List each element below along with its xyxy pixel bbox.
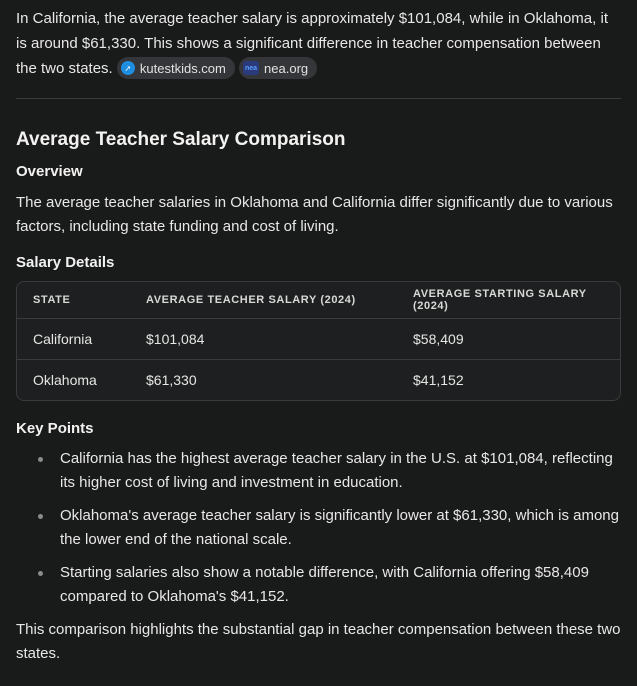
- source-chip-label: kutestkids.com: [139, 60, 226, 76]
- salary-table: [16, 281, 621, 401]
- table-cell: $41,152: [397, 360, 620, 401]
- list-item: California has the highest average teacher salary in the U.S. at $101,084, reflecting its higher cost of living and investment in education.: [60, 447, 621, 495]
- table-cell: $58,409: [397, 319, 620, 360]
- source-chip-kutestkids[interactable]: [117, 57, 235, 79]
- salary-details-heading: Salary Details: [16, 254, 115, 271]
- column-header-starting-salary: AVERAGE STARTING SALARY (2024): [413, 288, 587, 312]
- list-item: Oklahoma's average teacher salary is significantly lower at $61,330, which is among the lower end of the national scale.: [60, 504, 621, 552]
- column-header-average-salary: AVERAGE TEACHER SALARY (2024): [146, 294, 356, 306]
- kutestkids-favicon-icon: ➚: [121, 61, 135, 75]
- table-header-row: [17, 282, 620, 319]
- source-chip-nea[interactable]: [239, 57, 317, 79]
- key-points-heading: Key Points: [16, 420, 94, 437]
- table-cell: $101,084: [130, 319, 397, 360]
- overview-heading: Overview: [16, 163, 83, 180]
- intro-text: In California, the average teacher salary is approximately $101,084, while in Oklahoma, it is around $61,330. This shows a significant difference in teacher compensation between the two states.: [16, 10, 608, 77]
- column-header-state: STATE: [33, 294, 71, 306]
- table-cell: Oklahoma: [17, 360, 130, 401]
- source-chip-label: nea.org: [264, 60, 309, 76]
- divider: [16, 98, 621, 99]
- table-cell: California: [17, 319, 130, 360]
- nea-favicon-icon: nea: [243, 61, 259, 75]
- table-cell: $61,330: [130, 360, 397, 401]
- conclusion-text: This comparison highlights the substantial gap in teacher compensation between these two states.: [16, 621, 621, 662]
- table-row: [17, 319, 620, 360]
- section-title: Average Teacher Salary Comparison: [16, 129, 346, 150]
- intro-paragraph: [16, 6, 621, 81]
- key-points-list: [16, 447, 621, 609]
- overview-text: The average teacher salaries in Oklahoma and California differ significantly due to various factors, including state funding and cost of living.: [16, 194, 613, 235]
- list-item: Starting salaries also show a notable difference, with California offering $58,409 compared to Oklahoma's $41,152.: [60, 561, 621, 609]
- table-row: [17, 360, 620, 401]
